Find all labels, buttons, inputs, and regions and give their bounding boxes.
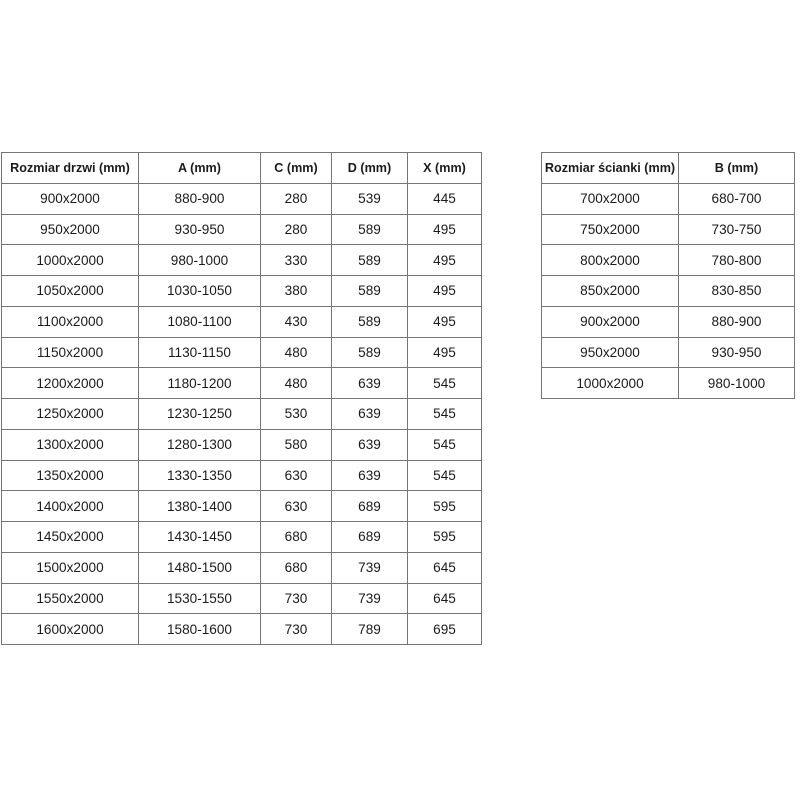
table-cell: 1000x2000: [542, 368, 679, 399]
table-cell: 580: [261, 429, 332, 460]
table-cell: 800x2000: [542, 245, 679, 276]
table-cell: 1000x2000: [2, 245, 139, 276]
table-cell: 750x2000: [542, 214, 679, 245]
table-row: [2, 552, 482, 583]
column-header: Rozmiar ścianki (mm): [542, 153, 679, 184]
table-cell: 495: [408, 214, 482, 245]
table-cell: 930-950: [139, 214, 261, 245]
table-cell: 830-850: [679, 276, 795, 307]
table-cell: 900x2000: [542, 306, 679, 337]
table-cell: 330: [261, 245, 332, 276]
table-cell: 545: [408, 429, 482, 460]
table-cell: 495: [408, 337, 482, 368]
table-cell: 950x2000: [542, 337, 679, 368]
table-cell: 789: [332, 614, 408, 645]
table-cell: 1280-1300: [139, 429, 261, 460]
table-cell: 880-900: [139, 183, 261, 214]
table-cell: 545: [408, 460, 482, 491]
door-size-table: [1, 152, 482, 645]
table-cell: 1530-1550: [139, 583, 261, 614]
table-cell: 680-700: [679, 183, 795, 214]
table-cell: 639: [332, 429, 408, 460]
table-cell: 1200x2000: [2, 368, 139, 399]
table-cell: 589: [332, 276, 408, 307]
table-cell: 700x2000: [542, 183, 679, 214]
column-header: B (mm): [679, 153, 795, 184]
table-cell: 1500x2000: [2, 552, 139, 583]
table-cell: 589: [332, 306, 408, 337]
table-row: [2, 429, 482, 460]
table-row: [542, 368, 795, 399]
table-cell: 589: [332, 245, 408, 276]
table-cell: 1450x2000: [2, 522, 139, 553]
table-cell: 1580-1600: [139, 614, 261, 645]
table-cell: 545: [408, 368, 482, 399]
table-cell: 689: [332, 522, 408, 553]
table-cell: 780-800: [679, 245, 795, 276]
table-cell: 1250x2000: [2, 399, 139, 430]
table-row: [2, 214, 482, 245]
table-row: [2, 276, 482, 307]
table-cell: 589: [332, 337, 408, 368]
table-cell: 645: [408, 552, 482, 583]
table-cell: 880-900: [679, 306, 795, 337]
table-row: [2, 522, 482, 553]
table-cell: 639: [332, 460, 408, 491]
table-cell: 730-750: [679, 214, 795, 245]
table-cell: 980-1000: [679, 368, 795, 399]
table-cell: 539: [332, 183, 408, 214]
table-row: [542, 183, 795, 214]
table-cell: 645: [408, 583, 482, 614]
column-header: X (mm): [408, 153, 482, 184]
table-cell: 730: [261, 583, 332, 614]
table-cell: 1080-1100: [139, 306, 261, 337]
wall-size-table: [541, 152, 795, 399]
table-cell: 445: [408, 183, 482, 214]
table-cell: 680: [261, 522, 332, 553]
table-cell: 480: [261, 368, 332, 399]
column-header: C (mm): [261, 153, 332, 184]
table-row: [542, 245, 795, 276]
table-cell: 1550x2000: [2, 583, 139, 614]
table-row: [2, 491, 482, 522]
table-row: [2, 460, 482, 491]
table-cell: 495: [408, 276, 482, 307]
table-cell: 689: [332, 491, 408, 522]
wall-table-header-row: [542, 153, 795, 184]
table-cell: 1180-1200: [139, 368, 261, 399]
table-cell: 730: [261, 614, 332, 645]
table-cell: 1030-1050: [139, 276, 261, 307]
table-row: [542, 306, 795, 337]
table-cell: 1300x2000: [2, 429, 139, 460]
table-cell: 1380-1400: [139, 491, 261, 522]
table-cell: 1480-1500: [139, 552, 261, 583]
table-cell: 1400x2000: [2, 491, 139, 522]
table-row: [2, 337, 482, 368]
column-header: A (mm): [139, 153, 261, 184]
table-cell: 680: [261, 552, 332, 583]
table-row: [542, 214, 795, 245]
table-cell: 595: [408, 522, 482, 553]
table-cell: 280: [261, 183, 332, 214]
table-cell: 739: [332, 583, 408, 614]
table-cell: 1050x2000: [2, 276, 139, 307]
table-row: [542, 276, 795, 307]
table-cell: 930-950: [679, 337, 795, 368]
column-header: Rozmiar drzwi (mm): [2, 153, 139, 184]
table-cell: 1600x2000: [2, 614, 139, 645]
table-cell: 739: [332, 552, 408, 583]
table-cell: 630: [261, 491, 332, 522]
table-cell: 630: [261, 460, 332, 491]
table-cell: 530: [261, 399, 332, 430]
table-cell: 1350x2000: [2, 460, 139, 491]
table-cell: 1330-1350: [139, 460, 261, 491]
table-cell: 595: [408, 491, 482, 522]
table-cell: 380: [261, 276, 332, 307]
table-cell: 1150x2000: [2, 337, 139, 368]
table-cell: 280: [261, 214, 332, 245]
table-cell: 430: [261, 306, 332, 337]
table-cell: 980-1000: [139, 245, 261, 276]
table-cell: 495: [408, 306, 482, 337]
column-header: D (mm): [332, 153, 408, 184]
table-cell: 480: [261, 337, 332, 368]
table-row: [2, 583, 482, 614]
table-cell: 1100x2000: [2, 306, 139, 337]
table-cell: 639: [332, 399, 408, 430]
table-cell: 495: [408, 245, 482, 276]
table-cell: 545: [408, 399, 482, 430]
table-row: [2, 183, 482, 214]
table-row: [2, 245, 482, 276]
table-cell: 1130-1150: [139, 337, 261, 368]
table-row: [2, 614, 482, 645]
table-cell: 850x2000: [542, 276, 679, 307]
table-cell: 589: [332, 214, 408, 245]
table-cell: 639: [332, 368, 408, 399]
door-table-header-row: [2, 153, 482, 184]
table-cell: 950x2000: [2, 214, 139, 245]
table-cell: 1430-1450: [139, 522, 261, 553]
table-cell: 695: [408, 614, 482, 645]
table-cell: 900x2000: [2, 183, 139, 214]
table-row: [2, 399, 482, 430]
table-row: [2, 368, 482, 399]
table-row: [2, 306, 482, 337]
table-cell: 1230-1250: [139, 399, 261, 430]
table-row: [542, 337, 795, 368]
